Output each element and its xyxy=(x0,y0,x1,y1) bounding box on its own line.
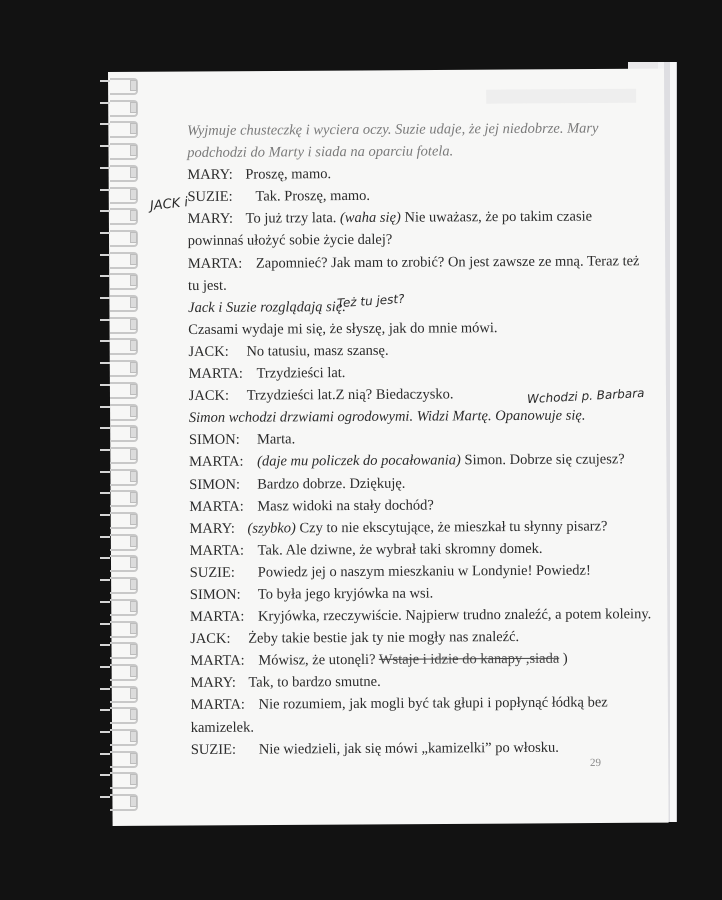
punch-hole xyxy=(130,579,137,590)
punch-hole xyxy=(130,557,137,568)
script-line xyxy=(187,184,617,209)
script-line xyxy=(189,603,652,628)
speaker-name: JACK: xyxy=(188,387,230,405)
dialogue-text: Mówisz, że utonęli? xyxy=(258,652,379,669)
punch-hole xyxy=(130,514,137,525)
script-line xyxy=(189,471,619,496)
dialogue-text: Kryjówka, rzeczywiście. Najpierw trudno znaleźć, a potem koleiny. xyxy=(257,606,652,625)
punch-hole xyxy=(130,406,137,417)
dialogue-text: Proszę, mamo. xyxy=(245,166,332,183)
script-line xyxy=(190,648,620,673)
speaker-name: MARY: xyxy=(190,675,236,692)
dialogue-text: Tak. Ale dziwne, że wybrał taki skromny domek. xyxy=(257,540,543,559)
punch-hole xyxy=(130,666,137,677)
punch-hole xyxy=(130,796,137,807)
punch-hole xyxy=(130,688,137,699)
punch-hole xyxy=(130,471,137,482)
punch-hole xyxy=(130,362,137,373)
dialogue-text-rest: Simon. Dobrze się czujesz? xyxy=(460,451,625,469)
punch-hole xyxy=(130,145,137,156)
script-line xyxy=(190,537,620,562)
script-line xyxy=(189,405,619,430)
punch-hole xyxy=(130,774,137,785)
dialogue-text: Tak, to bardzo smutne. xyxy=(248,674,381,691)
dialogue-text: Simon wchodzi drzwiami ogrodowymi. Widzi Martę. Opanowuje się. xyxy=(188,407,586,427)
speaker-name: MARY: xyxy=(189,520,235,537)
script-line xyxy=(187,139,617,164)
dialogue-text: powinnaś ułożyć sobie życie dalej? xyxy=(187,232,393,250)
punch-hole xyxy=(130,731,137,742)
speaker-name: MARY: xyxy=(187,166,233,184)
punch-hole xyxy=(130,644,137,655)
speaker-name: SUZIE: xyxy=(187,189,233,206)
dialogue-text: Masz widoki na stały dochód? xyxy=(257,497,434,515)
dialogue-text: Nie rozumiem, jak mogli być tak głupi i popłynąć łódką bez xyxy=(258,694,608,714)
punch-hole xyxy=(130,80,137,91)
dialogue-text: No tatusiu, masz szansę. xyxy=(246,342,389,360)
dialogue-text: Trzydzieści lat. xyxy=(256,365,346,382)
stage-direction: (waha się) xyxy=(339,210,401,227)
speaker-name: SIMON: xyxy=(189,476,241,493)
stage-direction: (daje mu policzek do pocałowania) xyxy=(257,452,461,470)
speaker-name: JACK: xyxy=(188,343,229,360)
punch-hole xyxy=(130,254,137,265)
dialogue-text: Tak. Proszę, mamo. xyxy=(255,188,371,205)
dialogue-text-rest: Czy to nie ekscytujące, że mieszkał tu słynny pisarz? xyxy=(295,518,608,537)
punch-hole xyxy=(130,297,137,308)
script-line xyxy=(187,117,617,142)
punch-hole xyxy=(130,384,137,395)
speaker-name: MARTA: xyxy=(189,542,245,559)
struck-text: Wstaje i idzie do kanapy ,siada xyxy=(378,650,560,669)
handwritten-note-stage: Też tu jest? xyxy=(336,291,405,311)
punch-hole xyxy=(130,102,137,113)
dialogue-text: Wyjmuje chusteczkę i wyciera oczy. Suzie udaje, że jej niedobrze. Mary xyxy=(187,120,599,139)
dialogue-text: Jack i Suzie rozglądają się. xyxy=(188,298,346,316)
punch-hole xyxy=(130,123,137,134)
script-line xyxy=(189,427,619,452)
handwritten-note-simon: Wchodzi p. Barbara xyxy=(526,385,645,407)
script-line xyxy=(188,228,618,253)
speaker-name: MARTA: xyxy=(188,365,243,383)
script-line xyxy=(188,206,618,231)
punch-hole xyxy=(130,167,137,178)
dialogue-text: kamizelek. xyxy=(190,719,254,736)
script-line xyxy=(188,338,618,363)
script-line xyxy=(191,692,621,717)
script-line xyxy=(190,670,620,695)
speaker-name: MARY: xyxy=(187,211,234,228)
speaker-name: SIMON: xyxy=(188,431,240,449)
script-line xyxy=(189,493,619,518)
script-line xyxy=(191,736,621,761)
punch-hole xyxy=(130,210,137,221)
punch-hole xyxy=(130,449,137,460)
punch-hole xyxy=(130,623,137,634)
punch-hole xyxy=(130,189,137,200)
dialogue-text: Powiedz jej o naszym mieszkaniu w Londynie! Powiedz! xyxy=(257,562,591,581)
page-number: 29 xyxy=(589,756,602,770)
dialogue-text-rest: ) xyxy=(559,650,568,667)
stage-direction: (szybko) xyxy=(247,520,296,537)
script-line xyxy=(190,581,620,606)
script-line xyxy=(188,316,618,341)
speaker-name: MARTA: xyxy=(189,498,244,515)
speaker-name: MARTA: xyxy=(190,652,245,670)
dialogue-text: podchodzi do Marty i siada na oparciu fotela. xyxy=(187,143,454,162)
dialogue-text: Marta. xyxy=(256,431,296,448)
header-bleed xyxy=(486,89,636,104)
speaker-name: MARTA: xyxy=(187,255,243,272)
dialogue-text: To była jego kryjówka na wsi. xyxy=(257,585,434,603)
punch-hole xyxy=(130,275,137,286)
speaker-name: MARTA: xyxy=(189,608,245,626)
speaker-name: MARTA: xyxy=(189,454,244,471)
punch-hole xyxy=(130,232,137,243)
script-line xyxy=(191,714,621,739)
punch-hole xyxy=(130,319,137,330)
speaker-name: SIMON: xyxy=(189,586,241,603)
dialogue-text: Zapomnieć? Jak mam to zrobić? On jest zawsze ze mną. Teraz też xyxy=(255,252,640,272)
spiral-binding xyxy=(104,76,146,836)
punch-hole xyxy=(130,492,137,503)
speaker-name: SUZIE: xyxy=(190,741,237,758)
script-line xyxy=(189,515,619,540)
punch-hole xyxy=(130,753,137,764)
handwritten-margin-note: JACK i xyxy=(149,195,189,214)
punch-hole xyxy=(130,709,137,720)
script-line xyxy=(190,559,620,584)
script-line xyxy=(187,162,617,187)
dialogue-text: Trzydzieści lat.Z nią? Biedaczysko. xyxy=(246,386,454,404)
speaker-name: JACK: xyxy=(190,630,231,648)
script-line xyxy=(187,250,640,275)
dialogue-text: Żeby takie bestie jak ty nie mogły nas znaleźć. xyxy=(248,629,520,647)
script-body xyxy=(187,117,652,760)
dialogue-text-rest: Nie uważasz, że po takim czasie xyxy=(400,208,593,227)
dialogue-text: tu jest. xyxy=(187,277,227,294)
script-line xyxy=(188,360,618,385)
punch-hole xyxy=(130,427,137,438)
script-line xyxy=(189,449,625,474)
dialogue-text: To już trzy lata. xyxy=(245,210,341,228)
dialogue-text: Bardzo dobrze. Dziękuję. xyxy=(257,475,406,493)
punch-hole xyxy=(130,601,137,612)
dialogue-text: Nie wiedzieli, jak się mówi „kamizelki” po włosku. xyxy=(258,739,559,758)
speaker-name: SUZIE: xyxy=(189,564,235,581)
punch-hole xyxy=(130,536,137,547)
speaker-name: MARTA: xyxy=(190,697,245,714)
dialogue-text: Czasami wydaje mi się, że słyszę, jak do mnie mówi. xyxy=(188,319,498,338)
script-line xyxy=(190,626,620,651)
punch-hole xyxy=(130,340,137,351)
